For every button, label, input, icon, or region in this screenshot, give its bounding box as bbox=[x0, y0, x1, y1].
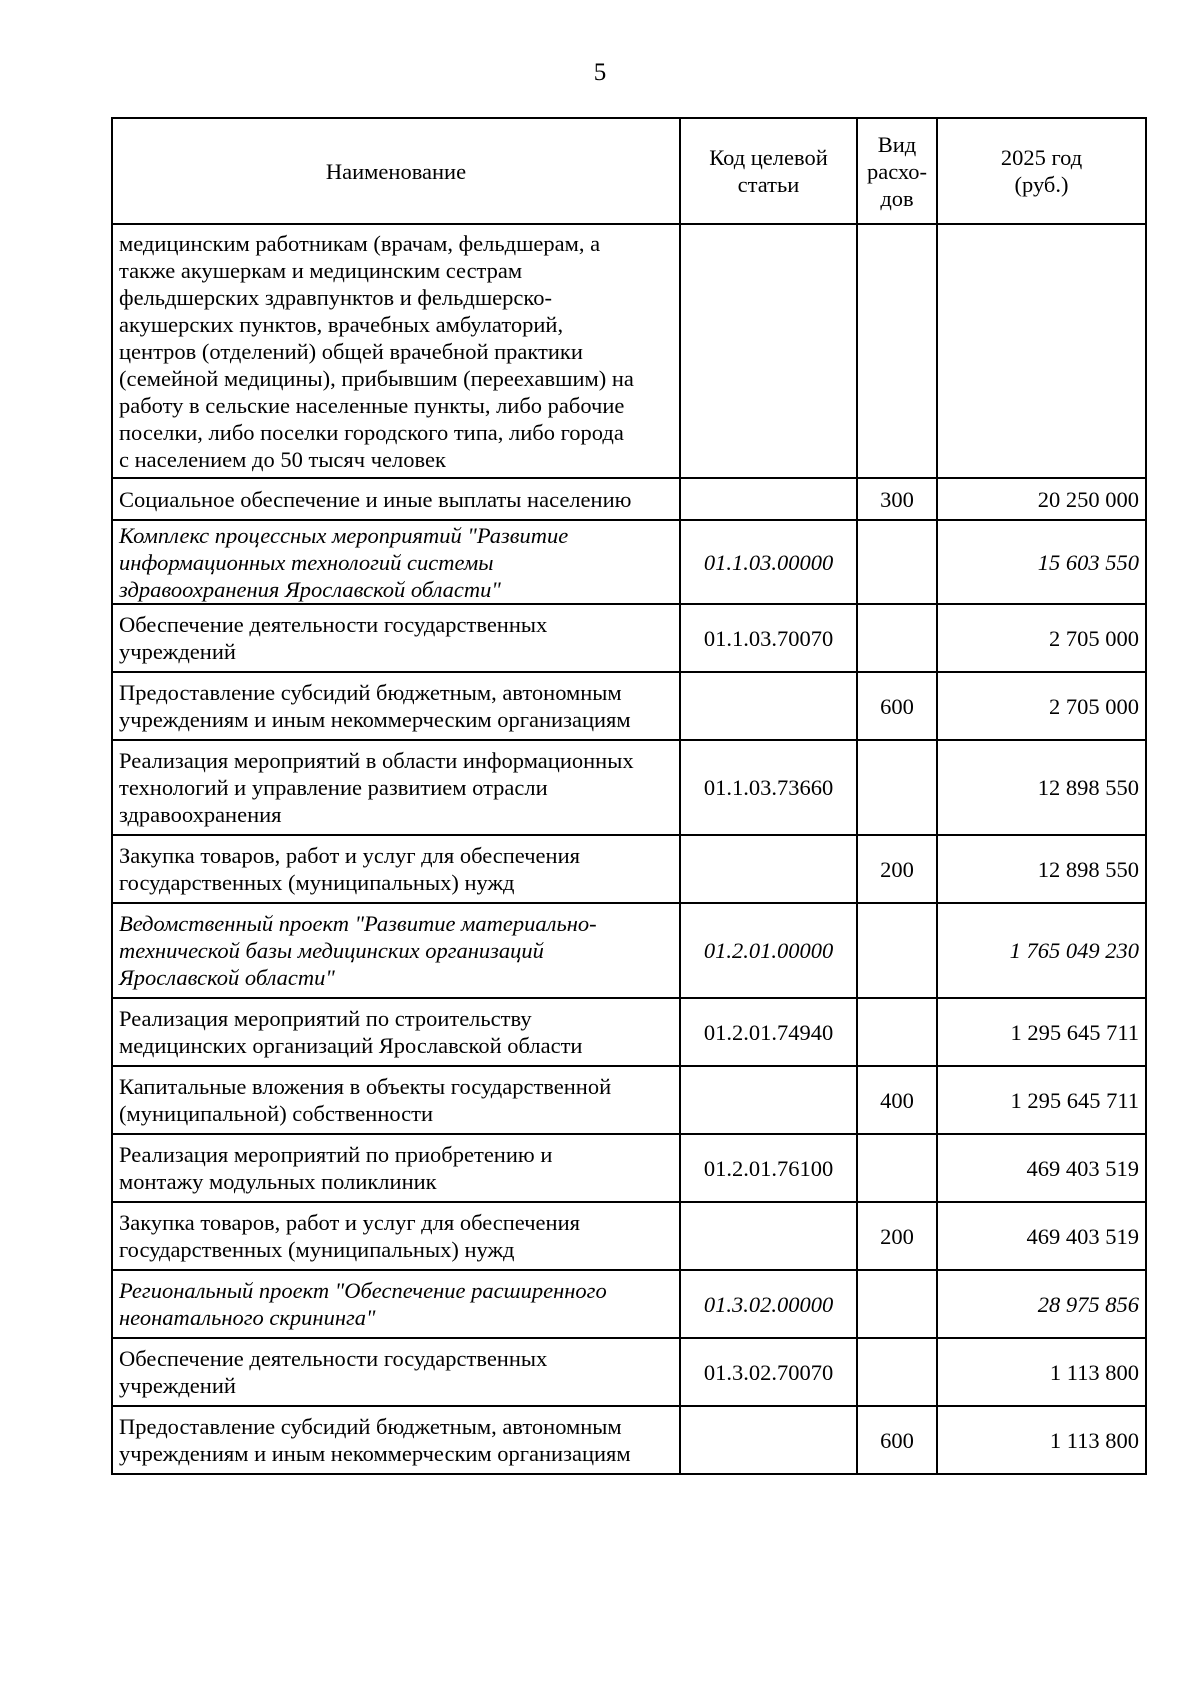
cell-name-line: с населением до 50 тысяч человек bbox=[119, 446, 446, 472]
cell-amount: 15 603 550 bbox=[937, 520, 1146, 604]
cell-name-line: монтажу модульных поликлиник bbox=[119, 1169, 437, 1194]
cell-code: 01.2.01.00000 bbox=[680, 903, 857, 998]
cell-name bbox=[112, 1066, 680, 1134]
cell-name-line: Закупка товаров, работ и услуг для обеспечения bbox=[119, 843, 580, 868]
cell-amount: 12 898 550 bbox=[937, 835, 1146, 903]
cell-code bbox=[680, 672, 857, 740]
cell-amount: 1 765 049 230 bbox=[937, 903, 1146, 998]
cell-kind: 600 bbox=[857, 672, 937, 740]
cell-kind bbox=[857, 520, 937, 604]
cell-name-line: Обеспечение деятельности государственных bbox=[119, 1346, 548, 1371]
cell-code bbox=[680, 1202, 857, 1270]
cell-name-line: медицинским работникам (врачам, фельдшерам, а bbox=[119, 230, 601, 256]
cell-name-line: Ведомственный проект "Развитие материально- bbox=[119, 911, 597, 936]
cell-name-line: неонатального скрининга" bbox=[119, 1305, 376, 1330]
table-row bbox=[112, 478, 1146, 520]
cell-kind: 600 bbox=[857, 1406, 937, 1474]
cell-code: 01.2.01.76100 bbox=[680, 1134, 857, 1202]
cell-name-line: Закупка товаров, работ и услуг для обеспечения bbox=[119, 1210, 580, 1235]
table-header-row bbox=[112, 118, 1146, 224]
cell-kind bbox=[857, 1134, 937, 1202]
cell-name-line: Социальное обеспечение и иные выплаты населению bbox=[119, 486, 632, 512]
header-kind: Вид расхо- дов bbox=[857, 118, 937, 224]
table-row bbox=[112, 740, 1146, 835]
cell-name-line: учреждений bbox=[119, 1373, 236, 1398]
cell-name-line: (семейной медицины), прибывшим (переехавшим) на bbox=[119, 365, 634, 391]
cell-code bbox=[680, 835, 857, 903]
cell-code: 01.1.03.70070 bbox=[680, 604, 857, 672]
cell-name-line: здравоохранения Ярославской области" bbox=[119, 576, 501, 602]
cell-name-line: Реализация мероприятий по приобретению и bbox=[119, 1142, 553, 1167]
cell-code bbox=[680, 224, 857, 478]
cell-kind bbox=[857, 224, 937, 478]
cell-name bbox=[112, 604, 680, 672]
cell-amount: 1 113 800 bbox=[937, 1406, 1146, 1474]
cell-amount: 1 295 645 711 bbox=[937, 1066, 1146, 1134]
cell-kind bbox=[857, 1338, 937, 1406]
table-row bbox=[112, 903, 1146, 998]
cell-kind bbox=[857, 998, 937, 1066]
cell-name-line: фельдшерских здравпунктов и фельдшерско- bbox=[119, 284, 552, 310]
cell-amount: 20 250 000 bbox=[937, 478, 1146, 520]
cell-name-line: государственных (муниципальных) нужд bbox=[119, 870, 515, 895]
cell-name bbox=[112, 224, 680, 478]
cell-code: 01.1.03.73660 bbox=[680, 740, 857, 835]
cell-name-line: центров (отделений) общей врачебной практики bbox=[119, 338, 583, 364]
cell-name bbox=[112, 1270, 680, 1338]
cell-name-line: акушерских пунктов, врачебных амбулаторий, bbox=[119, 311, 564, 337]
cell-amount: 2 705 000 bbox=[937, 604, 1146, 672]
cell-name-line: учреждений bbox=[119, 639, 236, 664]
budget-table bbox=[111, 117, 1147, 1475]
table-row bbox=[112, 1270, 1146, 1338]
cell-name bbox=[112, 478, 680, 520]
cell-kind: 200 bbox=[857, 835, 937, 903]
cell-code bbox=[680, 1066, 857, 1134]
cell-name-line: Предоставление субсидий бюджетным, автономным bbox=[119, 1414, 622, 1439]
cell-kind: 200 bbox=[857, 1202, 937, 1270]
cell-code bbox=[680, 478, 857, 520]
cell-name-line: Обеспечение деятельности государственных bbox=[119, 612, 548, 637]
page-number: 5 bbox=[593, 59, 607, 86]
cell-name-line: информационных технологий системы bbox=[119, 549, 494, 575]
table-row bbox=[112, 1406, 1146, 1474]
cell-kind bbox=[857, 903, 937, 998]
cell-kind: 400 bbox=[857, 1066, 937, 1134]
cell-amount bbox=[937, 224, 1146, 478]
table-row bbox=[112, 835, 1146, 903]
cell-name bbox=[112, 835, 680, 903]
cell-name-line: учреждениям и иным некоммерческим организациям bbox=[119, 707, 631, 732]
cell-name bbox=[112, 672, 680, 740]
cell-code bbox=[680, 1406, 857, 1474]
table-row bbox=[112, 1338, 1146, 1406]
cell-amount: 2 705 000 bbox=[937, 672, 1146, 740]
cell-name-line: (муниципальной) собственности bbox=[119, 1101, 434, 1126]
cell-code: 01.3.02.00000 bbox=[680, 1270, 857, 1338]
cell-name-line: поселки, либо поселки городского типа, либо города bbox=[119, 419, 624, 445]
table-body bbox=[112, 224, 1146, 1474]
table-row bbox=[112, 672, 1146, 740]
cell-name bbox=[112, 1134, 680, 1202]
cell-name bbox=[112, 1338, 680, 1406]
cell-name-line: технической базы медицинских организаций bbox=[119, 938, 544, 963]
cell-name-line: Региональный проект "Обеспечение расширенного bbox=[119, 1278, 607, 1303]
table-row bbox=[112, 1202, 1146, 1270]
cell-name-line: учреждениям и иным некоммерческим организациям bbox=[119, 1441, 631, 1466]
cell-name-line: медицинских организаций Ярославской области bbox=[119, 1033, 583, 1058]
cell-amount: 12 898 550 bbox=[937, 740, 1146, 835]
cell-name-line: Реализация мероприятий по строительству bbox=[119, 1006, 532, 1031]
cell-name bbox=[112, 740, 680, 835]
cell-name-line: Комплекс процессных мероприятий "Развитие bbox=[119, 522, 569, 548]
cell-name bbox=[112, 1406, 680, 1474]
table-row bbox=[112, 224, 1146, 478]
cell-name-line: Реализация мероприятий в области информационных bbox=[119, 748, 634, 773]
header-name: Наименование bbox=[112, 118, 680, 224]
cell-name-line: здравоохранения bbox=[119, 802, 282, 827]
cell-code: 01.1.03.00000 bbox=[680, 520, 857, 604]
table-row bbox=[112, 520, 1146, 604]
cell-name bbox=[112, 1202, 680, 1270]
cell-amount: 1 113 800 bbox=[937, 1338, 1146, 1406]
cell-code: 01.2.01.74940 bbox=[680, 998, 857, 1066]
header-code: Код целевой статьи bbox=[680, 118, 857, 224]
cell-name-line: технологий и управление развитием отрасли bbox=[119, 775, 548, 800]
cell-kind bbox=[857, 740, 937, 835]
cell-name bbox=[112, 520, 680, 604]
table-row bbox=[112, 998, 1146, 1066]
cell-name-line: работу в сельские населенные пункты, либо рабочие bbox=[119, 392, 625, 418]
table-row bbox=[112, 604, 1146, 672]
cell-kind bbox=[857, 1270, 937, 1338]
cell-amount: 469 403 519 bbox=[937, 1202, 1146, 1270]
cell-amount: 28 975 856 bbox=[937, 1270, 1146, 1338]
cell-kind bbox=[857, 604, 937, 672]
cell-name bbox=[112, 903, 680, 998]
cell-kind: 300 bbox=[857, 478, 937, 520]
table-row bbox=[112, 1134, 1146, 1202]
table-row bbox=[112, 1066, 1146, 1134]
cell-name-line: Капитальные вложения в объекты государственной bbox=[119, 1074, 612, 1099]
cell-code: 01.3.02.70070 bbox=[680, 1338, 857, 1406]
header-amount: 2025 год (руб.) bbox=[937, 118, 1146, 224]
cell-name-line: также акушеркам и медицинским сестрам bbox=[119, 257, 523, 283]
cell-amount: 1 295 645 711 bbox=[937, 998, 1146, 1066]
cell-name-line: Предоставление субсидий бюджетным, автономным bbox=[119, 680, 622, 705]
cell-name-line: Ярославской области" bbox=[119, 965, 335, 990]
cell-name-line: государственных (муниципальных) нужд bbox=[119, 1237, 515, 1262]
cell-name bbox=[112, 998, 680, 1066]
cell-amount: 469 403 519 bbox=[937, 1134, 1146, 1202]
